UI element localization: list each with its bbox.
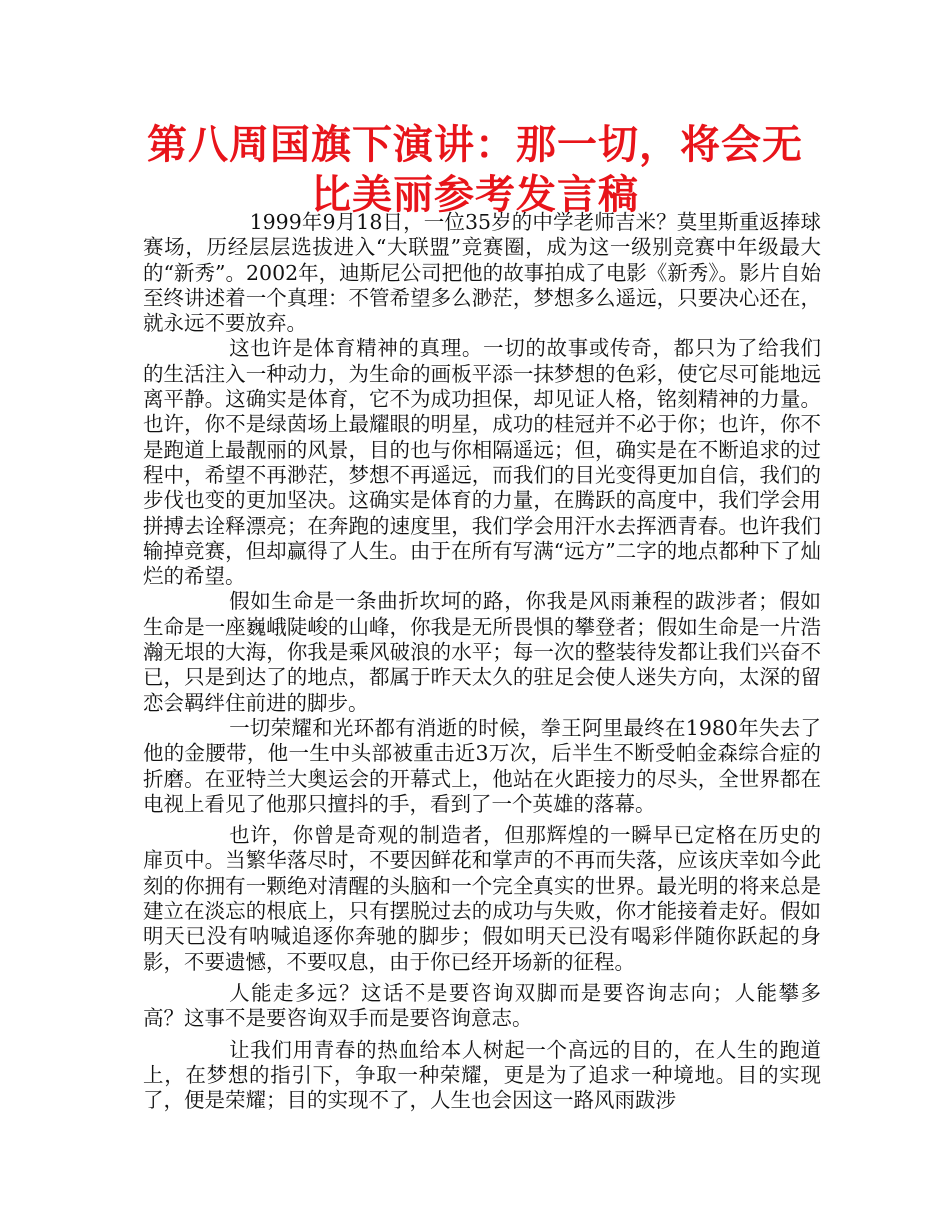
page-title: 第八周国旗下演讲：那一切，将会无比美丽参考发言稿 [147,122,803,218]
paragraph-1: 1999年9月18日，一位35岁的中学老师吉米？莫里斯重返捧球赛场，历经层层选拔进入“大联盟”竞赛圈，成为这一级别竞赛中年级最大的“新秀”。2002年，迪斯尼公司把他的故事拍成了电影《新秀》。影片自始至终讲述着一个真理：不管希望多么渺茫，梦想多么遥远，只要决心还在，就永远不要放弃。 [143,210,821,336]
paragraph-6: 人能走多远？这话不是要咨询双脚而是要咨询志向；人能攀多高？这事不是要咨询双手而是要咨询意志。 [143,980,821,1031]
paragraph-4: 一切荣耀和光环都有消逝的时候，拳王阿里最终在1980年失去了他的金腰带，他一生中头部被重击近3万次，后半生不断受帕金森综合症的折磨。在亚特兰大奥运会的开幕式上，他站在火距接力的尽头，全世界都在电视上看见了他那只擅抖的手，看到了一个英雄的落幕。 [143,715,821,816]
speech-body [143,210,821,1113]
paragraph-3: 假如生命是一条曲折坎坷的路，你我是风雨兼程的跋涉者；假如生命是一座巍峨陡峻的山峰，你我是无所畏惧的攀登者；假如生命是一片浩瀚无垠的大海，你我是乘风破浪的水平；每一次的整装待发都让我们兴奋不已，只是到达了的地点，都属于昨天太久的驻足会使人迷失方向，太深的留恋会羁绊住前进的脚步。 [143,589,821,715]
paragraph-5: 也许，你曾是奇观的制造者，但那辉煌的一瞬早已定格在历史的扉页中。当繁华落尽时，不要因鲜花和掌声的不再而失落，应该庆幸如今此刻的你拥有一颗绝对清醒的头脑和一个完全真实的世界。最光明的将来总是建立在淡忘的根底上，只有摆脱过去的成功与失败，你才能接着走好。假如明天已没有呐喊追逐你奔驰的脚步；假如明天已没有喝彩伴随你跃起的身影，不要遗憾，不要叹息，由于你已经开场新的征程。 [143,823,821,974]
paragraph-2: 这也许是体育精神的真理。一切的故事或传奇，都只为了给我们的生活注入一种动力，为生命的画板平添一抹梦想的色彩，使它尽可能地远离平静。这确实是体育，它不为成功担保，却见证人格，铭刻精神的力量。也许，你不是绿茵场上最耀眼的明星，成功的桂冠并不必于你；也许，你不是跑道上最靓丽的风景，目的也与你相隔遥远；但，确实是在不断追求的过程中，希望不再渺茫，梦想不再遥远，而我们的目光变得更加自信，我们的步伐也变的更加坚决。这确实是体育的力量，在腾跃的高度中，我们学会用拼搏去诠释漂亮；在奔跑的速度里，我们学会用汗水去挥洒青春。也许我们输掉竞赛，但却赢得了人生。由于在所有写满“远方”二字的地点都种下了灿烂的希望。 [143,336,821,589]
paragraph-7: 让我们用青春的热血给本人树起一个高远的目的，在人生的跑道上，在梦想的指引下，争取一种荣耀，更是为了追求一种境地。目的实现了，便是荣耀；目的实现不了，人生也会因这一路风雨跋涉 [143,1037,821,1113]
